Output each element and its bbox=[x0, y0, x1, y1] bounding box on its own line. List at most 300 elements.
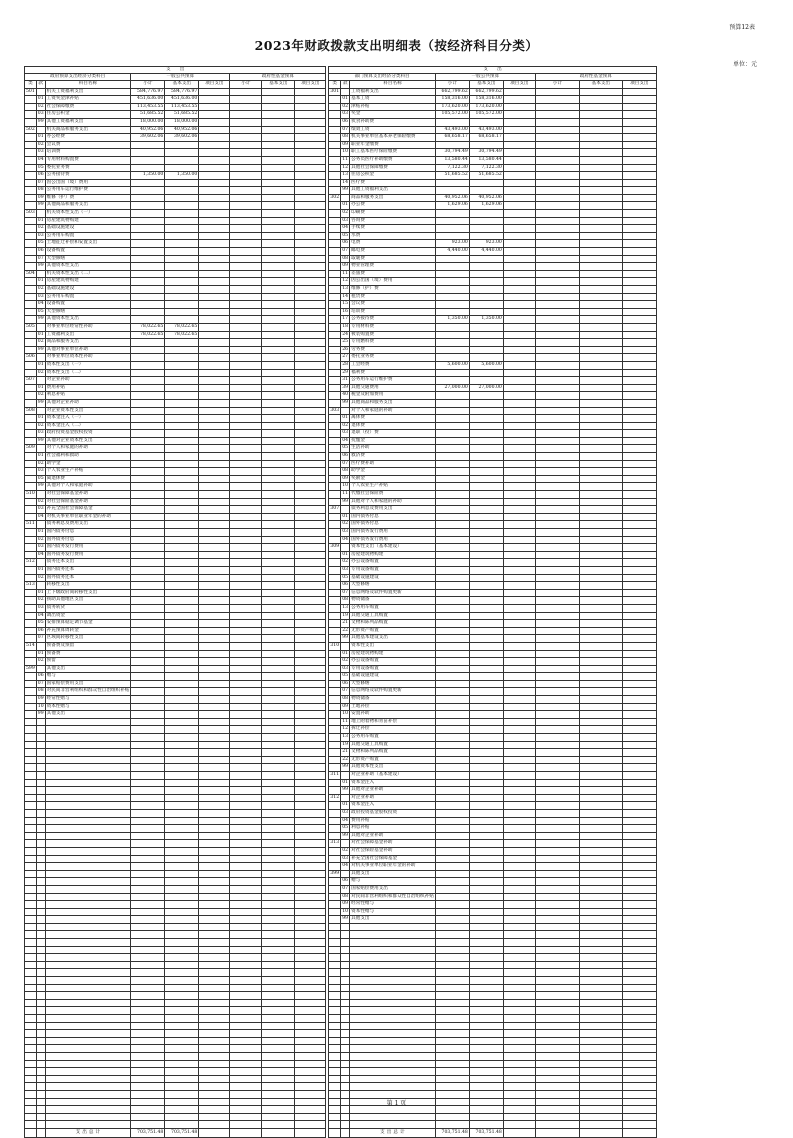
item-code: 07 bbox=[341, 589, 350, 597]
table-row bbox=[25, 885, 326, 893]
empty-cell bbox=[579, 893, 622, 901]
table-row bbox=[25, 878, 326, 886]
kind-code bbox=[25, 118, 37, 126]
empty-cell bbox=[535, 529, 579, 537]
kind-code bbox=[25, 437, 37, 445]
kind-code bbox=[329, 658, 341, 666]
item-code bbox=[36, 1030, 45, 1038]
empty-cell bbox=[230, 901, 262, 909]
basic-expense-value bbox=[165, 1113, 199, 1121]
empty-cell bbox=[262, 627, 295, 635]
empty-cell bbox=[622, 635, 656, 643]
empty-cell bbox=[622, 529, 656, 537]
table-row bbox=[329, 772, 656, 780]
empty-cell bbox=[262, 460, 295, 468]
table-row bbox=[329, 415, 656, 423]
subject-name: 劳务费 bbox=[350, 346, 436, 354]
subtotal-value bbox=[131, 361, 165, 369]
subject-name: 办公经费 bbox=[45, 134, 131, 142]
kind-code bbox=[25, 734, 37, 742]
empty-cell bbox=[199, 589, 230, 597]
subject-name: 职业年金缴费 bbox=[350, 141, 436, 149]
kind-code bbox=[25, 772, 37, 780]
empty-cell bbox=[295, 612, 326, 620]
kind-code: 508 bbox=[25, 407, 37, 415]
basic-expense-value bbox=[165, 650, 199, 658]
kind-code bbox=[25, 597, 37, 605]
empty-cell bbox=[199, 1022, 230, 1030]
empty-cell bbox=[230, 718, 262, 726]
empty-cell bbox=[295, 96, 326, 104]
empty-cell bbox=[262, 331, 295, 339]
subject-name bbox=[350, 984, 436, 992]
empty-cell bbox=[199, 126, 230, 134]
empty-cell bbox=[262, 673, 295, 681]
empty-cell bbox=[230, 103, 262, 111]
empty-cell bbox=[262, 369, 295, 377]
subject-name bbox=[45, 1090, 131, 1098]
empty-cell bbox=[622, 840, 656, 848]
table-row bbox=[329, 286, 656, 294]
kind-code bbox=[25, 916, 37, 924]
empty-cell bbox=[579, 506, 622, 514]
basic-expense-value bbox=[165, 946, 199, 954]
basic-expense-value bbox=[165, 544, 199, 552]
empty-cell bbox=[579, 536, 622, 544]
empty-cell bbox=[295, 1075, 326, 1083]
empty-cell bbox=[622, 650, 656, 658]
item-code: 05 bbox=[36, 308, 45, 316]
item-code: 11 bbox=[341, 718, 350, 726]
table-row bbox=[25, 665, 326, 673]
kind-code bbox=[329, 779, 341, 787]
kind-code: 513 bbox=[25, 582, 37, 590]
empty-cell bbox=[199, 1007, 230, 1015]
subject-name: 基本工资 bbox=[350, 96, 436, 104]
basic-expense-value bbox=[165, 430, 199, 438]
item-code: 01 bbox=[36, 134, 45, 142]
table-row bbox=[25, 111, 326, 119]
empty-cell bbox=[579, 658, 622, 666]
empty-cell bbox=[503, 673, 535, 681]
subtotal-value bbox=[131, 149, 165, 157]
empty-cell bbox=[295, 673, 326, 681]
empty-cell bbox=[199, 225, 230, 233]
column-header: 基本支出 bbox=[165, 81, 199, 88]
table-row bbox=[25, 1022, 326, 1030]
empty-cell bbox=[503, 172, 535, 180]
subtotal-value bbox=[131, 946, 165, 954]
subject-name: 政府投资基金股权投资 bbox=[45, 430, 131, 438]
empty-cell bbox=[230, 513, 262, 521]
basic-expense-value bbox=[165, 597, 199, 605]
kind-header: 类 bbox=[329, 81, 341, 88]
basic-expense-value bbox=[165, 392, 199, 400]
item-code bbox=[341, 977, 350, 985]
item-code: 04 bbox=[341, 817, 350, 825]
item-code: 06 bbox=[341, 240, 350, 248]
subject-name bbox=[350, 999, 436, 1007]
empty-cell bbox=[199, 946, 230, 954]
empty-cell bbox=[230, 399, 262, 407]
empty-cell bbox=[503, 764, 535, 772]
kind-code bbox=[329, 650, 341, 658]
item-code: 03 bbox=[36, 111, 45, 119]
basic-expense-value bbox=[469, 658, 503, 666]
kind-code bbox=[25, 529, 37, 537]
kind-code bbox=[329, 377, 341, 385]
subject-name: 其他基本建设支出 bbox=[350, 635, 436, 643]
empty-cell bbox=[579, 255, 622, 263]
kind-code bbox=[25, 293, 37, 301]
empty-cell bbox=[503, 225, 535, 233]
basic-expense-value bbox=[165, 437, 199, 445]
empty-cell bbox=[199, 977, 230, 985]
empty-cell bbox=[535, 445, 579, 453]
subtotal-value bbox=[435, 772, 469, 780]
empty-cell bbox=[295, 885, 326, 893]
subtotal-value bbox=[435, 787, 469, 795]
empty-cell bbox=[295, 901, 326, 909]
table-row bbox=[329, 377, 656, 385]
empty-cell bbox=[622, 1045, 656, 1053]
basic-expense-value: 51,685.52 bbox=[469, 172, 503, 180]
basic-expense-value bbox=[469, 179, 503, 187]
table-row bbox=[25, 931, 326, 939]
empty-cell bbox=[199, 939, 230, 947]
empty-cell bbox=[503, 734, 535, 742]
empty-cell bbox=[199, 923, 230, 931]
subtotal-value bbox=[131, 961, 165, 969]
kind-code bbox=[25, 901, 37, 909]
subject-name: 其他社会保障缴费 bbox=[350, 164, 436, 172]
empty-cell bbox=[535, 1128, 579, 1137]
table-row bbox=[25, 870, 326, 878]
basic-expense-value bbox=[165, 809, 199, 817]
empty-cell bbox=[199, 1113, 230, 1121]
subject-name: 公务用车购置 bbox=[45, 293, 131, 301]
subtotal-value bbox=[435, 529, 469, 537]
subject-name: 公务员医疗补助缴费 bbox=[350, 156, 436, 164]
kind-code bbox=[25, 1090, 37, 1098]
empty-cell bbox=[295, 642, 326, 650]
subtotal-value bbox=[131, 179, 165, 187]
empty-cell bbox=[295, 772, 326, 780]
empty-cell bbox=[199, 187, 230, 195]
empty-cell bbox=[503, 718, 535, 726]
expenditure-sheet bbox=[24, 66, 657, 1138]
empty-cell bbox=[295, 977, 326, 985]
empty-cell bbox=[535, 954, 579, 962]
empty-cell bbox=[262, 468, 295, 476]
subtotal-value bbox=[131, 475, 165, 483]
subtotal-value bbox=[131, 339, 165, 347]
item-code: 02 bbox=[36, 225, 45, 233]
kind-code bbox=[329, 635, 341, 643]
kind-code bbox=[329, 248, 341, 256]
item-code: 09 bbox=[341, 901, 350, 909]
subject-name bbox=[45, 1113, 131, 1121]
subtotal-value: 7,122.30 bbox=[435, 164, 469, 172]
table-row bbox=[25, 825, 326, 833]
table-row bbox=[329, 118, 656, 126]
basic-expense-value bbox=[165, 817, 199, 825]
empty-cell bbox=[535, 1113, 579, 1121]
kind-code bbox=[25, 286, 37, 294]
basic-expense-value bbox=[469, 574, 503, 582]
table-row bbox=[25, 346, 326, 354]
empty-cell bbox=[503, 361, 535, 369]
subject-name bbox=[350, 1037, 436, 1045]
kind-code bbox=[329, 111, 341, 119]
empty-cell bbox=[262, 923, 295, 931]
empty-cell bbox=[579, 88, 622, 96]
empty-cell bbox=[535, 331, 579, 339]
empty-cell bbox=[579, 263, 622, 271]
kind-code bbox=[329, 551, 341, 559]
basic-expense-value bbox=[165, 1030, 199, 1038]
table-row bbox=[25, 954, 326, 962]
empty-cell bbox=[622, 893, 656, 901]
item-code: 21 bbox=[341, 620, 350, 628]
subtotal-value bbox=[435, 703, 469, 711]
table-row bbox=[25, 939, 326, 947]
empty-cell bbox=[622, 453, 656, 461]
subtotal-value bbox=[435, 293, 469, 301]
empty-cell bbox=[230, 566, 262, 574]
subtotal-value bbox=[131, 430, 165, 438]
empty-cell bbox=[535, 521, 579, 529]
empty-cell bbox=[622, 445, 656, 453]
basic-expense-value bbox=[469, 1083, 503, 1091]
empty-cell bbox=[622, 870, 656, 878]
item-code: 05 bbox=[36, 620, 45, 628]
empty-cell bbox=[579, 187, 622, 195]
item-code: 01 bbox=[36, 453, 45, 461]
subtotal-value bbox=[131, 460, 165, 468]
empty-cell bbox=[199, 194, 230, 202]
item-code: 21 bbox=[341, 749, 350, 757]
table-row bbox=[329, 764, 656, 772]
kind-code bbox=[329, 559, 341, 567]
empty-cell bbox=[295, 741, 326, 749]
empty-cell bbox=[579, 916, 622, 924]
empty-cell bbox=[579, 1113, 622, 1121]
empty-cell bbox=[295, 1052, 326, 1060]
empty-cell bbox=[503, 916, 535, 924]
empty-cell bbox=[579, 992, 622, 1000]
table-row bbox=[329, 870, 656, 878]
table-row bbox=[25, 164, 326, 172]
subject-name: 会议费 bbox=[45, 141, 131, 149]
item-code bbox=[36, 840, 45, 848]
basic-expense-value bbox=[469, 992, 503, 1000]
empty-cell bbox=[262, 544, 295, 552]
basic-expense-value bbox=[469, 756, 503, 764]
basic-expense-value bbox=[469, 286, 503, 294]
subject-name: 租赁费 bbox=[350, 293, 436, 301]
empty-cell bbox=[199, 680, 230, 688]
item-code bbox=[341, 1090, 350, 1098]
empty-cell bbox=[199, 506, 230, 514]
subject-name: 对企业补助 bbox=[350, 794, 436, 802]
kind-code bbox=[329, 354, 341, 362]
table-row bbox=[329, 559, 656, 567]
empty-cell bbox=[535, 1037, 579, 1045]
empty-cell bbox=[579, 331, 622, 339]
empty-cell bbox=[295, 437, 326, 445]
subject-name bbox=[350, 1045, 436, 1053]
basic-expense-value bbox=[469, 984, 503, 992]
table-row bbox=[25, 88, 326, 96]
kind-code bbox=[329, 103, 341, 111]
kind-code bbox=[329, 885, 341, 893]
kind-code: 506 bbox=[25, 354, 37, 362]
basic-expense-value bbox=[469, 529, 503, 537]
empty-cell bbox=[579, 286, 622, 294]
table-row bbox=[329, 88, 656, 96]
subject-name: 委托业务费 bbox=[45, 164, 131, 172]
item-code: 01 bbox=[36, 384, 45, 392]
table-row bbox=[25, 764, 326, 772]
kind-code bbox=[25, 1015, 37, 1023]
empty-cell bbox=[262, 255, 295, 263]
basic-expense-value bbox=[469, 612, 503, 620]
table-row bbox=[329, 232, 656, 240]
kind-code bbox=[25, 1083, 37, 1091]
table-row bbox=[329, 399, 656, 407]
empty-cell bbox=[199, 658, 230, 666]
item-code: 08 bbox=[341, 893, 350, 901]
empty-cell bbox=[579, 1075, 622, 1083]
item-code: 02 bbox=[36, 658, 45, 666]
item-code bbox=[36, 855, 45, 863]
table-row bbox=[25, 172, 326, 180]
subtotal-value bbox=[131, 225, 165, 233]
basic-expense-value bbox=[165, 369, 199, 377]
subtotal-value: 4,440.00 bbox=[435, 248, 469, 256]
empty-cell bbox=[230, 741, 262, 749]
empty-cell bbox=[230, 217, 262, 225]
table-row bbox=[329, 627, 656, 635]
item-code: 10 bbox=[341, 483, 350, 491]
empty-cell bbox=[262, 999, 295, 1007]
empty-cell bbox=[295, 817, 326, 825]
subject-name: 债务利息及费用支出 bbox=[45, 521, 131, 529]
subtotal-value bbox=[131, 901, 165, 909]
empty-cell bbox=[535, 764, 579, 772]
basic-expense-value bbox=[165, 787, 199, 795]
empty-cell bbox=[503, 855, 535, 863]
empty-cell bbox=[295, 498, 326, 506]
item-code: 04 bbox=[341, 863, 350, 871]
subject-name: 房屋建筑物购建 bbox=[350, 650, 436, 658]
item-code: 01 bbox=[341, 202, 350, 210]
kind-code: 509 bbox=[25, 445, 37, 453]
subtotal-value bbox=[435, 954, 469, 962]
subtotal-value bbox=[131, 399, 165, 407]
table-row bbox=[25, 506, 326, 514]
empty-cell bbox=[503, 1113, 535, 1121]
kind-code bbox=[329, 764, 341, 772]
empty-cell bbox=[622, 1007, 656, 1015]
table-row bbox=[329, 969, 656, 977]
item-code: 06 bbox=[341, 680, 350, 688]
empty-cell bbox=[262, 1128, 295, 1137]
basic-expense-value bbox=[165, 589, 199, 597]
table-row bbox=[329, 1060, 656, 1068]
kind-code bbox=[25, 1030, 37, 1038]
empty-cell bbox=[503, 1037, 535, 1045]
subtotal-value bbox=[131, 939, 165, 947]
empty-cell bbox=[503, 574, 535, 582]
basic-expense-value bbox=[165, 916, 199, 924]
total-row bbox=[25, 1128, 326, 1137]
subject-name: 被装购置费 bbox=[350, 331, 436, 339]
empty-cell bbox=[230, 460, 262, 468]
item-code bbox=[36, 961, 45, 969]
table-row bbox=[329, 1113, 656, 1121]
subject-name: 无形资产购置 bbox=[350, 756, 436, 764]
subtotal-value: 40,952.06 bbox=[435, 194, 469, 202]
table-row bbox=[329, 1022, 656, 1030]
empty-cell bbox=[199, 999, 230, 1007]
item-code: 09 bbox=[341, 703, 350, 711]
item-code: 11 bbox=[341, 270, 350, 278]
empty-cell bbox=[622, 604, 656, 612]
kind-code bbox=[25, 946, 37, 954]
kind-code bbox=[329, 156, 341, 164]
kind-code bbox=[25, 635, 37, 643]
empty-cell bbox=[503, 293, 535, 301]
kind-code bbox=[25, 1022, 37, 1030]
basic-expense-value bbox=[165, 202, 199, 210]
kind-code bbox=[329, 908, 341, 916]
empty-cell bbox=[295, 392, 326, 400]
subtotal-value bbox=[131, 787, 165, 795]
kind-code bbox=[329, 164, 341, 172]
subtotal-value bbox=[435, 718, 469, 726]
subject-name: 商品和服务支出 bbox=[350, 194, 436, 202]
empty-cell bbox=[503, 741, 535, 749]
item-code bbox=[341, 1007, 350, 1015]
subject-name: 公务接待费 bbox=[350, 316, 436, 324]
empty-cell bbox=[503, 445, 535, 453]
empty-cell bbox=[503, 1083, 535, 1091]
basic-expense-value bbox=[469, 1090, 503, 1098]
subtotal-value: 5,600.00 bbox=[435, 361, 469, 369]
kind-code bbox=[25, 422, 37, 430]
item-code: 03 bbox=[341, 529, 350, 537]
kind-code bbox=[25, 392, 37, 400]
kind-code bbox=[25, 369, 37, 377]
item-code: 01 bbox=[36, 278, 45, 286]
item-code: 07 bbox=[341, 126, 350, 134]
empty-cell bbox=[199, 521, 230, 529]
basic-expense-value bbox=[469, 369, 503, 377]
empty-cell bbox=[622, 696, 656, 704]
table-row bbox=[25, 999, 326, 1007]
empty-cell bbox=[622, 734, 656, 742]
empty-cell bbox=[503, 529, 535, 537]
empty-cell bbox=[622, 422, 656, 430]
empty-cell bbox=[295, 1068, 326, 1076]
empty-cell bbox=[535, 688, 579, 696]
table-row bbox=[25, 673, 326, 681]
empty-cell bbox=[503, 665, 535, 673]
subject-name: 其他对企业资本性支出 bbox=[45, 437, 131, 445]
basic-expense-value bbox=[165, 483, 199, 491]
